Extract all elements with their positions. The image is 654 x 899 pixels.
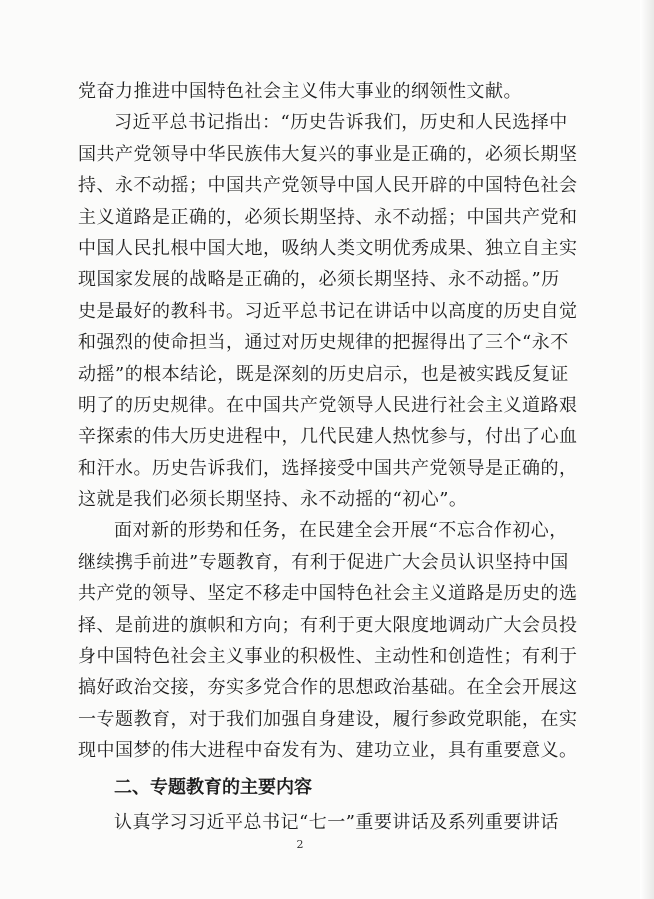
page-number: 2 xyxy=(296,838,304,851)
paragraph-2-line-10: 明了的历史规律。在中国共产党领导人民进行社会主义道路艰 xyxy=(78,394,578,416)
paragraph-2-line-12: 和汗水。历史告诉我们，选择接受中国共产党领导是正确的， xyxy=(78,457,578,479)
paragraph-1-line-1: 党奋力推进中国特色社会主义伟大事业的纲领性文献。 xyxy=(78,81,522,102)
paragraph-3-line-6: 搞好政治交接，夯实多党合作的思想政治基础。在全会开展这 xyxy=(78,677,578,699)
document-body xyxy=(78,76,578,838)
paragraph-2-line-4: 主义道路是正确的，必须长期坚持、永不动摇；中国共产党和 xyxy=(78,206,578,228)
paragraph-2-line-8: 和强烈的使命担当，通过对历史规律的把握得出了三个“永不 xyxy=(78,332,569,354)
paragraph-2-line-3: 持、永不动摇；中国共产党领导中国人民开辟的中国特色社会 xyxy=(78,175,578,197)
paragraph-2-line-2: 国共产党领导中华民族伟大复兴的事业是正确的，必须长期坚 xyxy=(78,143,578,165)
paragraph-3-line-3: 共产党的领导、坚定不移走中国特色社会主义道路是历史的选 xyxy=(78,583,578,605)
paragraph-2-line-6: 现国家发展的战略是正确的，必须长期坚持、永不动摇。”历 xyxy=(78,269,560,291)
paragraph-2-line-1: 习近平总书记指出：“历史告诉我们，历史和人民选择中 xyxy=(114,112,568,134)
scan-edge-shadow xyxy=(640,0,654,899)
paragraph-3-line-5: 身中国特色社会主义事业的积极性、主动性和创造性；有利于 xyxy=(78,646,578,668)
paragraph-3-line-7: 一专题教育，对于我们加强自身建设，履行参政党职能，在实 xyxy=(78,708,578,730)
paragraph-3-line-2: 继续携手前进”专题教育，有利于促进广大会员认识坚持中国 xyxy=(78,551,569,573)
paragraph-2-line-13: 这就是我们必须长期坚持、永不动摇的“初心”。 xyxy=(78,489,468,511)
paragraph-3-line-4: 择、是前进的旗帜和方向；有利于更大限度地调动广大会员投 xyxy=(78,614,578,636)
paragraph-2-line-5: 中国人民扎根中国大地，吸纳人类文明优秀成果、独立自主实 xyxy=(78,237,578,259)
paragraph-3-line-8: 现中国梦的伟大进程中奋发有为、建功立业，具有重要意义。 xyxy=(78,740,578,762)
paragraph-4-line-1: 认真学习习近平总书记“七一”重要讲话及系列重要讲话 xyxy=(114,811,559,833)
paragraph-2-line-11: 辛探索的伟大历史进程中，几代民建人热忱参与，付出了心血 xyxy=(78,426,578,448)
section-heading: 二、专题教育的主要内容 xyxy=(114,776,312,798)
paragraph-2-line-7: 史是最好的教科书。习近平总书记在讲话中以高度的历史自觉 xyxy=(78,300,578,322)
paragraph-2-line-9: 动摇”的根本结论，既是深刻的历史启示，也是被实践反复证 xyxy=(78,363,569,385)
paragraph-3-line-1: 面对新的形势和任务，在民建全会开展“不忘合作初心， xyxy=(114,520,568,542)
